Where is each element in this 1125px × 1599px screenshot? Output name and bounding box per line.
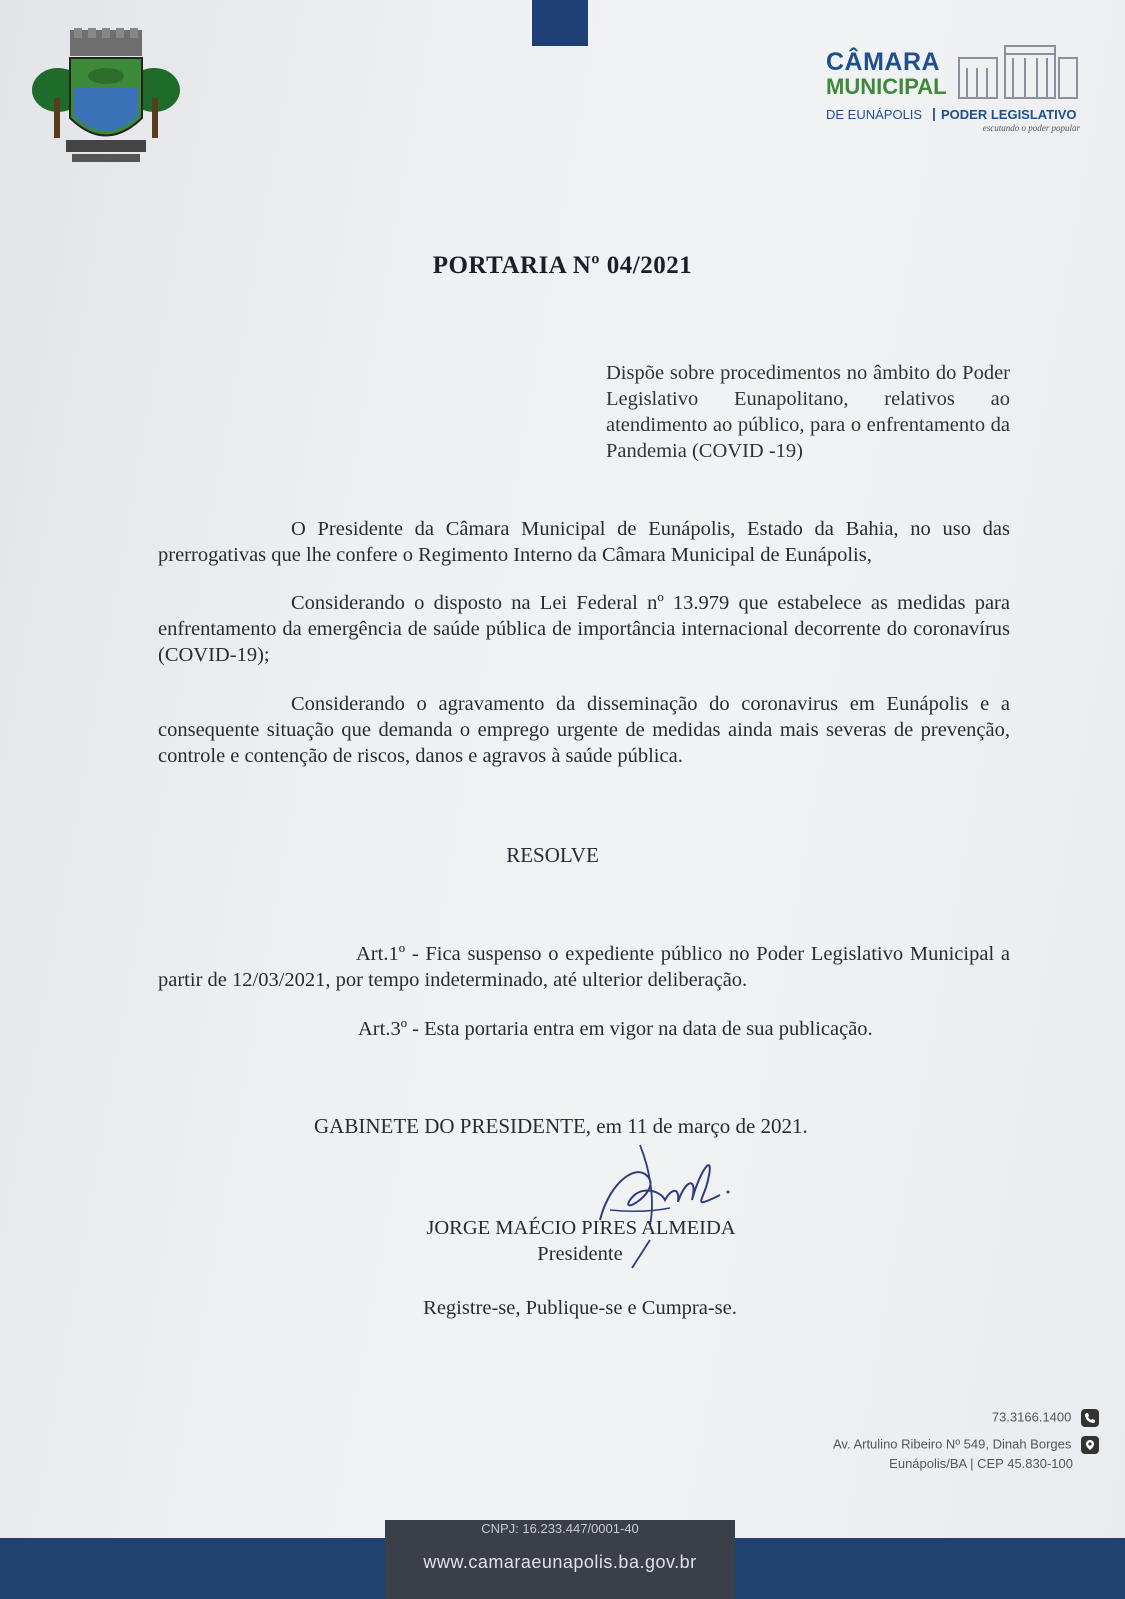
document-summary: Dispõe sobre procedimentos no âmbito do Poder Legislativo Eunapolitano, relativos ao atendimento ao público, para o enfrentamento da Pandemia (COVID -19): [606, 362, 1010, 462]
logo-tagline: escutando o poder popular: [982, 123, 1080, 133]
coat-of-arms-icon: [30, 28, 182, 166]
footer-cnpj: CNPJ: 16.233.447/0001-40: [481, 1521, 639, 1536]
logo-subtitle-city: DE EUNÁPOLIS: [826, 107, 923, 122]
phone-icon: [1081, 1409, 1099, 1427]
paragraph-considerando-1: Considerando o disposto na Lei Federal nº 13.979 que estabelece as medidas para enfrentamento da emergência de saúde pública de importância internacional decorrente do coronavírus (COVID-19);: [158, 592, 1010, 666]
signer-role: Presidente: [537, 1243, 623, 1265]
camara-logo: [810, 40, 1100, 140]
article-1: Art.1º - Fica suspenso o expediente público no Poder Legislativo Municipal a partir de 12/03/2021, por tempo indeterminado, até ulterior deliberação.: [158, 943, 1010, 991]
location-pin-icon: [1081, 1436, 1099, 1454]
article-3: Art.3º - Esta portaria entra em vigor na data de sua publicação.: [358, 1018, 873, 1040]
contact-phone-text: 73.3166.1400: [991, 1409, 1072, 1425]
building-icon: [955, 40, 1080, 102]
contact-address: [833, 1436, 1099, 1454]
gabinete-date-line: GABINETE DO PRESIDENTE, em 11 de março de 2021.: [314, 1114, 808, 1138]
document-title: PORTARIA Nº 04/2021: [432, 252, 693, 279]
resolve-heading: RESOLVE: [506, 843, 599, 867]
contact-address-text: Av. Artulino Ribeiro Nº 549, Dinah Borges: [832, 1436, 1072, 1452]
contact-city: Eunápolis/BA | CEP 45.830-100: [889, 1456, 1073, 1471]
logo-separator: |: [932, 105, 936, 121]
top-blue-tab: [532, 0, 588, 46]
footer-website-link[interactable]: www.camaraeunapolis.ba.gov.br: [423, 1552, 697, 1572]
logo-word-municipal: MUNICIPAL: [826, 74, 947, 99]
contact-phone: [992, 1409, 1099, 1427]
paragraph-considerando-2: Considerando o agravamento da disseminação do coronavirus em Eunápolis e a consequente situação que demanda o emprego urgente de medidas ainda mais severas de prevenção, controle e contenção de riscos, danos e agravos à saúde pública.: [158, 693, 1010, 767]
logo-subtitle-legislative: PODER LEGISLATIVO: [941, 107, 1077, 122]
logo-word-camara: CÂMARA: [826, 48, 941, 76]
closing-formula: Registre-se, Publique-se e Cumpra-se.: [423, 1297, 737, 1319]
paragraph-preamble: O Presidente da Câmara Municipal de Eunápolis, Estado da Bahia, no uso das prerrogativas que lhe confere o Regimento Interno da Câmara Municipal de Eunápolis,: [158, 518, 1010, 566]
signer-name: JORGE MAÉCIO PIRES ALMEIDA: [426, 1217, 736, 1239]
